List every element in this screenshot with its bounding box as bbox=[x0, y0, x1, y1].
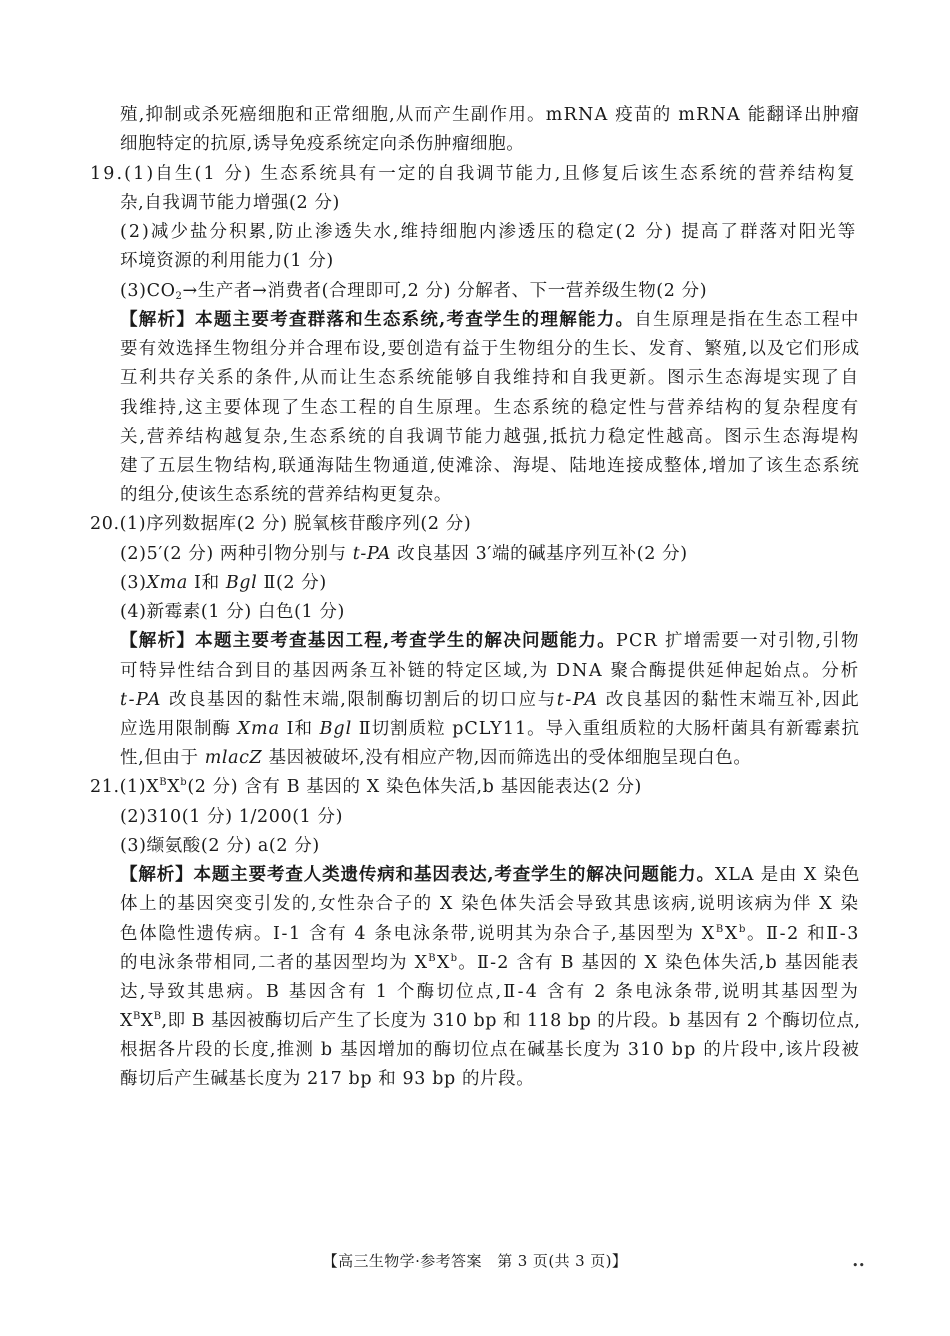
text-run: (2)减少盐分积累,防止渗透失水,维持细胞内渗透压的稳定(2 分) 提高了群落对阳光等 bbox=[120, 222, 858, 242]
text-run: b bbox=[180, 777, 188, 788]
text-line bbox=[120, 1010, 860, 1032]
text-run: B bbox=[428, 953, 437, 964]
text-run: 我维持,这主要体现了生态工程的自生原理。生态系统的稳定性与营养结构的复杂程度有 bbox=[120, 398, 860, 418]
text-run: 环境资源的利用能力(1 分) bbox=[120, 251, 334, 271]
text-run: 应选用限制酶 bbox=[120, 719, 238, 739]
text-run: 基因被破坏,没有相应产物,因而筛选出的受体细胞呈现白色。 bbox=[262, 748, 752, 768]
text-run: XLA 是由 X 染色 bbox=[714, 865, 861, 885]
text-run: b bbox=[738, 924, 747, 935]
text-run: 2 bbox=[175, 291, 183, 302]
text-line bbox=[120, 923, 860, 945]
text-run: B bbox=[153, 1011, 162, 1022]
text-run: (3)缬氨酸(2 分) a(2 分) bbox=[120, 836, 320, 856]
text-line bbox=[120, 660, 860, 682]
text-run: ,即 B 基因被酶切后产生了长度为 310 bp 和 118 bp 的片段。b 基因有 2 个酶切位点, bbox=[161, 1011, 861, 1031]
text-line bbox=[120, 280, 707, 302]
text-run: 的电泳条带相同,二者的基因型均为 X bbox=[120, 953, 429, 973]
text-run: t-PA bbox=[352, 544, 391, 564]
text-run: Ⅱ切割质粒 pCLY11。导入重组质粒的大肠杆菌具有新霉素抗 bbox=[352, 719, 861, 739]
text-run: 改良基因的黏性末端,限制酶切割后的切口应与 bbox=[161, 690, 557, 710]
text-run: 性,但由于 bbox=[120, 748, 205, 768]
text-run: 细胞特定的抗原,诱导免疫系统定向杀伤肿瘤细胞。 bbox=[120, 134, 525, 154]
text-run: 【解析】本题主要考查基因工程,考查学生的解决问题能力。 bbox=[120, 631, 616, 651]
page-footer: 【高三生物学·参考答案 第 3 页(共 3 页)】 bbox=[322, 1252, 628, 1270]
text-run: (3)CO bbox=[120, 281, 176, 301]
text-run: Bgl bbox=[225, 573, 258, 593]
text-run: 。Ⅱ-2 含有 B 基因的 X 染色体失活,b 基因能表 bbox=[458, 953, 860, 973]
text-line bbox=[120, 806, 343, 828]
text-line bbox=[120, 397, 860, 419]
text-line bbox=[120, 1068, 534, 1090]
text-line bbox=[120, 338, 860, 360]
text-line bbox=[120, 601, 345, 623]
text-run: B bbox=[715, 924, 725, 935]
text-run: Ⅰ和 bbox=[187, 573, 226, 593]
text-run: X bbox=[167, 777, 181, 797]
text-line bbox=[120, 426, 860, 448]
text-run: 可特异性结合到目的基因两条互补链的特定区域,为 DNA 聚合酶提供延伸起始点。分析 bbox=[120, 661, 860, 681]
text-run: B bbox=[132, 1011, 141, 1022]
text-run: 改良基因 3′端的碱基序列互补(2 分) bbox=[390, 544, 688, 564]
text-run: mlacZ bbox=[204, 748, 263, 768]
text-run: 达,导致其患病。B 基因含有 1 个酶切位点,Ⅱ-4 含有 2 条电泳条带,说明其基因型为 bbox=[120, 982, 861, 1002]
text-line bbox=[120, 747, 751, 769]
text-run: b bbox=[450, 953, 459, 964]
text-line bbox=[120, 835, 320, 857]
text-run: 的组分,使该生态系统的营养结构更复杂。 bbox=[120, 485, 452, 505]
text-run: 关,营养结构越复杂,生态系统的自我调节能力越强,抵抗力稳定性越高。图示生态海堤构 bbox=[120, 427, 861, 447]
text-run: t-PA bbox=[556, 690, 599, 710]
text-line bbox=[120, 367, 860, 389]
text-run: →生产者→消费者(合理即可,2 分) 分解者、下一营养级生物(2 分) bbox=[182, 281, 708, 301]
text-run: 建了五层生物结构,联通海陆生物通道,使滩涂、海堤、陆地连接成整体,增加了该生态系统 bbox=[120, 456, 861, 476]
text-run: t-PA bbox=[120, 690, 162, 710]
text-line bbox=[120, 718, 860, 740]
text-run: 20.(1)序列数据库(2 分) 脱氧核苷酸序列(2 分) bbox=[90, 514, 472, 534]
text-run: X bbox=[436, 953, 451, 973]
text-run: 【解析】本题主要考查群落和生态系统,考查学生的理解能力。 bbox=[120, 310, 635, 330]
text-run: 色体隐性遗传病。Ⅰ-1 含有 4 条电泳条带,说明其为杂合子,基因型为 X bbox=[120, 924, 716, 944]
text-run: 根据各片段的长度,推测 b 基因增加的酶切位点在碱基长度为 310 bp 的片段中,该片段被 bbox=[120, 1040, 861, 1060]
text-run: 酶切后产生碱基长度为 217 bp 和 93 bp 的片段。 bbox=[120, 1069, 535, 1089]
text-run: 【解析】本题主要考查人类遗传病和基因表达,考查学生的解决问题能力。 bbox=[120, 865, 715, 885]
text-run: 杂,自我调节能力增强(2 分) bbox=[120, 193, 340, 213]
text-line bbox=[120, 484, 452, 506]
text-run: Bgl bbox=[319, 719, 353, 739]
text-line bbox=[120, 630, 860, 652]
text-line bbox=[120, 133, 524, 155]
text-line bbox=[90, 776, 642, 798]
text-line bbox=[120, 455, 860, 477]
corner-mark: •• bbox=[852, 1259, 865, 1272]
text-line bbox=[90, 513, 471, 535]
text-run: X bbox=[120, 1011, 133, 1031]
text-run: 。Ⅱ-2 和Ⅱ-3 bbox=[747, 924, 861, 944]
text-run: 体上的基因突变引发的,女性杂合子的 X 染色体失活会导致其患该病,说明该病为伴 X 染 bbox=[120, 894, 860, 914]
text-line bbox=[120, 689, 860, 711]
text-line bbox=[120, 250, 334, 272]
text-line bbox=[120, 572, 327, 594]
text-run: Ⅱ(2 分) bbox=[257, 573, 327, 593]
text-run: Ⅰ和 bbox=[280, 719, 320, 739]
text-run: 改良基因的黏性末端互补,因此 bbox=[598, 690, 861, 710]
text-run: (2 分) 含有 B 基因的 X 染色体失活,b 基因能表达(2 分) bbox=[187, 777, 642, 797]
text-run: (4)新霉素(1 分) 白色(1 分) bbox=[120, 602, 345, 622]
text-line bbox=[120, 1039, 860, 1061]
text-run: Xma bbox=[146, 573, 188, 593]
text-line bbox=[120, 104, 860, 126]
text-run: 要有效选择生物组分并合理布设,要创造有益于生物组分的生长、发育、繁殖,以及它们形成 bbox=[120, 339, 861, 359]
text-line bbox=[120, 221, 857, 243]
text-run: 互利共存关系的条件,从而让生态系统能够自我维持和自我更新。图示生态海堤实现了自 bbox=[120, 368, 860, 388]
text-line bbox=[120, 309, 860, 331]
text-run: 21.(1)X bbox=[90, 777, 160, 797]
text-run: PCR 扩增需要一对引物,引物 bbox=[615, 631, 860, 651]
text-line bbox=[120, 864, 860, 886]
text-line bbox=[120, 952, 860, 974]
text-run: 自生原理是指在生态工程中 bbox=[634, 310, 860, 330]
text-run: 19.(1)自生(1 分) 生态系统具有一定的自我调节能力,且修复后该生态系统的营养结构复 bbox=[90, 164, 857, 184]
text-run: Xma bbox=[237, 719, 281, 739]
text-run: (2)310(1 分) 1/200(1 分) bbox=[120, 807, 344, 827]
text-run: B bbox=[159, 777, 168, 788]
text-run: 殖,抑制或杀死癌细胞和正常细胞,从而产生副作用。mRNA 疫苗的 mRNA 能翻译出肿瘤 bbox=[120, 105, 861, 125]
text-line bbox=[120, 543, 688, 565]
text-line bbox=[120, 192, 340, 214]
text-line bbox=[120, 893, 860, 915]
text-run: X bbox=[724, 924, 739, 944]
text-run: (2)5′(2 分) 两种引物分别与 bbox=[120, 544, 353, 564]
text-run: X bbox=[140, 1011, 154, 1031]
text-run: (3) bbox=[120, 573, 147, 593]
text-line bbox=[90, 163, 857, 185]
text-line bbox=[120, 981, 860, 1003]
